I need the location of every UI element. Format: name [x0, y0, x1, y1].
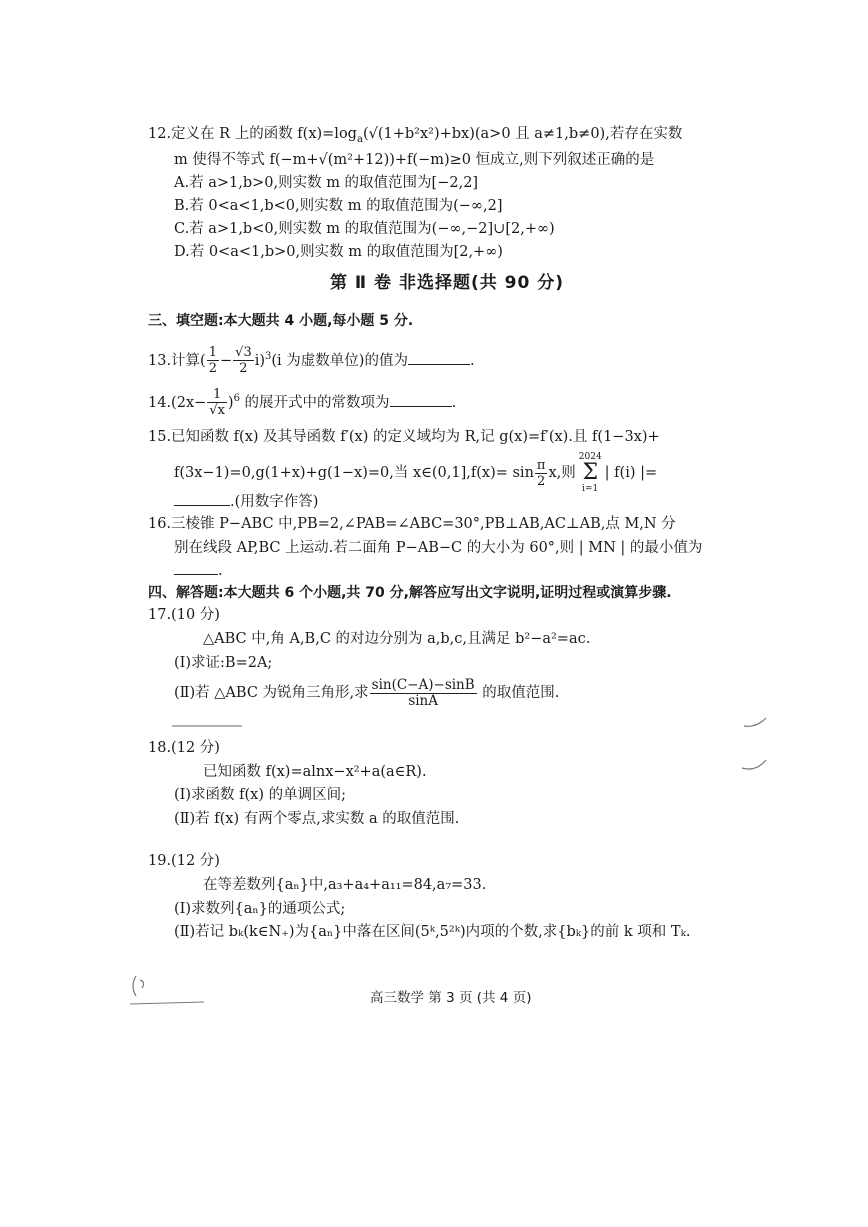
- q16-line3: [174, 560, 223, 581]
- q17-f-den: sinA: [408, 692, 439, 709]
- q17-fraction: [370, 678, 477, 709]
- q18-part2: (Ⅱ)若 f(x) 有两个零点,求实数 a 的取值范围.: [174, 811, 460, 827]
- q12-option-d: D.若 0<a<1,b>0,则实数 m 的取值范围为[2,+∞): [174, 244, 503, 260]
- q15-line3: [174, 491, 318, 512]
- q13-fraction-1: [207, 345, 219, 376]
- q16-end: .: [218, 563, 223, 579]
- q15-pi-num: π: [536, 457, 546, 473]
- q14-f-num: 1: [207, 387, 227, 403]
- q15-line2-c: | f(i) |=: [604, 465, 658, 481]
- q14-prefix: 14.(2x−: [148, 394, 207, 411]
- q19-stem: 在等差数列{aₙ}中,a₃+a₄+a₁₁=84,a₇=33.: [203, 877, 487, 893]
- q12-option-b: B.若 0<a<1,b<0,则实数 m 的取值范围为(−∞,2]: [174, 198, 503, 214]
- scan-mark-right-2: [740, 756, 770, 776]
- q17-part2-b: 的取值范围.: [477, 685, 560, 701]
- q14-answer-blank[interactable]: [390, 392, 452, 407]
- q18-stem: 已知函数 f(x)=alnx−x²+a(a∈R).: [203, 764, 427, 780]
- q12-line1-text: 12.定义在 R 上的函数 f(x)=log: [148, 126, 357, 142]
- q16-line1: 16.三棱锥 P−ABC 中,PB=2,∠PAB=∠ABC=30°,PB⊥AB,AC⊥AB,点 M,N 分: [148, 516, 676, 532]
- q13-exponent: 3: [265, 351, 272, 362]
- q14-fraction: [207, 387, 227, 418]
- q12-line1: [148, 124, 682, 150]
- q13-minus: −: [220, 352, 233, 369]
- q13-f1-num: 1: [208, 345, 217, 361]
- q18-part1: (Ⅰ)求函数 f(x) 的单调区间;: [174, 787, 347, 803]
- q14-end: .: [451, 394, 457, 411]
- q15-sum-top: 2024: [578, 452, 602, 462]
- q12-line1-rest: (√(1+b²x²)+bx)(a>0 且 a≠1,b≠0),若存在实数: [362, 126, 683, 142]
- q15-sum-bottom: i=1: [582, 484, 599, 494]
- scan-mark-dash: [172, 724, 242, 728]
- q16-answer-blank[interactable]: [174, 560, 218, 575]
- q17-f-num: sin(C−A)−sinB: [371, 676, 475, 693]
- q19-part1: (Ⅰ)求数列{aₙ}的通项公式;: [174, 901, 346, 917]
- q13-f2-num: √3: [235, 345, 252, 361]
- q15-line2-b: x,则: [548, 465, 576, 481]
- q13-answer-blank[interactable]: [408, 350, 470, 365]
- q15-pi-fraction: [535, 458, 548, 489]
- q17-heading: 17.(10 分): [148, 607, 220, 623]
- q12-log-base: a: [356, 133, 363, 145]
- q15-summation: [579, 452, 602, 494]
- q17-stem: △ABC 中,角 A,B,C 的对边分别为 a,b,c,且满足 b²−a²=ac.: [203, 631, 591, 647]
- q13-fraction-2: [233, 345, 254, 376]
- q14-exponent: 6: [233, 393, 240, 404]
- section4-heading: 四、解答题:本大题共 6 个小题,共 70 分,解答应写出文字说明,证明过程或演算步骤.: [148, 585, 672, 601]
- q17-part2: [174, 676, 559, 710]
- scan-mark-bottom-left: [126, 972, 206, 1012]
- q14-f-den: √x: [209, 403, 225, 419]
- q15-pi-den: 2: [537, 473, 546, 489]
- page-footer: 高三数学 第 3 页 (共 4 页): [370, 990, 532, 1006]
- scan-mark-right-1: [742, 712, 772, 732]
- q13-end: .: [469, 352, 475, 369]
- q15-line1: 15.已知函数 f(x) 及其导函数 f′(x) 的定义域均为 R,记 g(x)=f′(x).且 f(1−3x)+: [148, 429, 660, 445]
- q19-part2: (Ⅱ)若记 bₖ(k∈N₊)为{aₙ}中落在区间(5ᵏ,5²ᵏ)内项的个数,求{bₖ}的前 k 项和 Tₖ.: [174, 924, 691, 940]
- q14-line: [148, 382, 456, 420]
- q13-f2-den: 2: [239, 361, 248, 377]
- part2-title: 第 Ⅱ 卷 非选择题(共 90 分): [330, 273, 564, 293]
- q15-line3-text: .(用数字作答): [230, 494, 319, 510]
- q12-option-c: C.若 a>1,b<0,则实数 m 的取值范围为(−∞,−2]∪[2,+∞): [174, 221, 555, 237]
- q13-suffix: i): [254, 352, 266, 369]
- q15-line2-a: f(3x−1)=0,g(1+x)+g(1−x)=0,当 x∈(0,1],f(x)= sin: [174, 465, 534, 481]
- q17-part1: (Ⅰ)求证:B=2A;: [174, 655, 273, 671]
- q17-part2-a: (Ⅱ)若 △ABC 为锐角三角形,求: [174, 685, 369, 701]
- section3-heading: 三、填空题:本大题共 4 小题,每小题 5 分.: [148, 313, 414, 329]
- q13-f1-den: 2: [208, 361, 217, 377]
- q14-rest: 的展开式中的常数项为: [239, 394, 390, 411]
- q12-line2: m 使得不等式 f(−m+√(m²+12))+f(−m)≥0 恒成立,则下列叙述正确的是: [174, 152, 655, 168]
- q15-sum-symbol: Σ: [582, 460, 598, 485]
- q14-close: ): [227, 394, 234, 411]
- q19-heading: 19.(12 分): [148, 853, 220, 869]
- q18-heading: 18.(12 分): [148, 740, 220, 756]
- q13-rest: (i 为虚数单位)的值为: [271, 352, 408, 369]
- q13-line: [148, 340, 475, 378]
- q13-prefix: 13.计算(: [148, 352, 206, 369]
- q16-line2: 别在线段 AP,BC 上运动.若二面角 P−AB−C 的大小为 60°,则 | MN | 的最小值为: [174, 540, 703, 556]
- q12-option-a: A.若 a>1,b>0,则实数 m 的取值范围为[−2,2]: [174, 175, 479, 191]
- q15-line2: [174, 452, 657, 494]
- q15-answer-blank[interactable]: [174, 491, 230, 506]
